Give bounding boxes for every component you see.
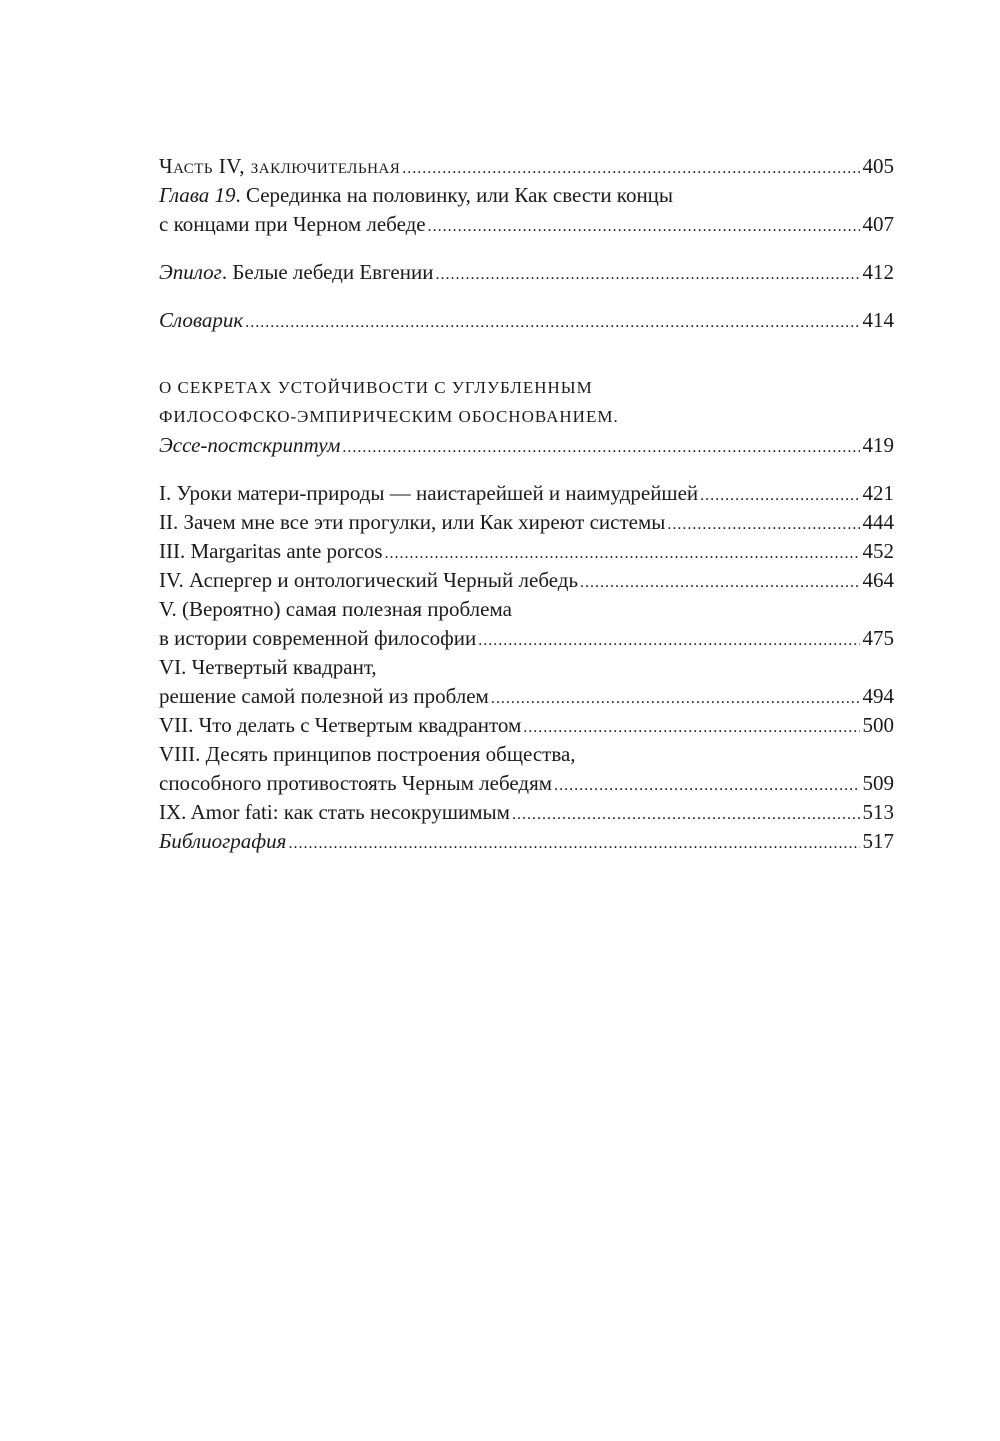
- toc-page-number: 419: [862, 433, 894, 457]
- toc-page-number: 421: [862, 481, 894, 505]
- toc-entry-label: с концами при Черном лебеде: [159, 212, 426, 236]
- toc-entry-label: в истории современной философии: [159, 626, 477, 650]
- chapter-prefix: Глава 19: [159, 183, 236, 207]
- toc-entry-section-9[interactable]: [159, 798, 894, 827]
- leader-dots: [512, 800, 860, 829]
- toc-entry-chapter-19-line1[interactable]: [159, 181, 894, 210]
- toc-entry-label: VII. Что делать с Четвертым квадрантом: [159, 713, 522, 737]
- spacer: [159, 335, 894, 373]
- toc-page-number: 405: [862, 154, 894, 178]
- spacer: [159, 239, 894, 258]
- leader-dots: [402, 154, 859, 183]
- essay-heading-line2: ФИЛОСОФСКО-ЭМПИРИЧЕСКИМ ОБОСНОВАНИЕМ.: [159, 407, 619, 426]
- toc-page-number: 412: [862, 260, 894, 284]
- toc-page-number: 407: [862, 212, 894, 236]
- leader-dots: [478, 626, 859, 655]
- toc-entry-label: II. Зачем мне все эти прогулки, или Как хиреют системы: [159, 510, 666, 534]
- toc-page-number: 517: [862, 829, 894, 853]
- toc-page-number: 414: [862, 308, 894, 332]
- toc-page-number: 513: [862, 800, 894, 824]
- toc-entry-section-8[interactable]: [159, 769, 894, 798]
- toc-entry-label: I. Уроки матери-природы — наистарейшей и наимудрейшей: [159, 481, 699, 505]
- toc-entry-label: III. Margaritas ante porcos: [159, 539, 383, 563]
- table-of-contents: [159, 152, 894, 856]
- leader-dots: [385, 539, 860, 568]
- toc-entry-section-8-line1[interactable]: VIII. Десять принципов построения общества,: [159, 742, 576, 766]
- leader-dots: [428, 212, 860, 241]
- toc-entry-section-2[interactable]: [159, 508, 894, 537]
- leader-dots: [700, 481, 859, 510]
- leader-dots: [580, 568, 859, 597]
- toc-entry-epilogue[interactable]: [159, 258, 894, 287]
- toc-page-number: 494: [862, 684, 894, 708]
- epilogue-prefix: Эпилог: [159, 260, 222, 284]
- leader-dots: [342, 433, 859, 462]
- leader-dots: [667, 510, 859, 539]
- essay-heading-line1: О СЕКРЕТАХ УСТОЙЧИВОСТИ С УГЛУБЛЕННЫМ: [159, 378, 593, 397]
- leader-dots: [288, 829, 859, 858]
- toc-entry-bibliography[interactable]: [159, 827, 894, 856]
- toc-entry-label: Часть IV, заключительная: [159, 154, 401, 178]
- toc-entry-label: IV. Аспергер и онтологический Черный лебедь: [159, 568, 579, 592]
- toc-page-number: 452: [862, 539, 894, 563]
- toc-entry-section-7[interactable]: [159, 711, 894, 740]
- toc-entry-label: способного противостоять Черным лебедям: [159, 771, 553, 795]
- toc-page-number: 475: [862, 626, 894, 650]
- toc-entry-section-5[interactable]: [159, 624, 894, 653]
- toc-entry-part-4[interactable]: [159, 152, 894, 181]
- spacer: [159, 287, 894, 306]
- leader-dots: [491, 684, 860, 713]
- toc-entry-section-4[interactable]: [159, 566, 894, 595]
- toc-entry-section-6[interactable]: [159, 682, 894, 711]
- epilogue-title: . Белые лебеди Евгении: [221, 260, 434, 284]
- toc-page-number: 500: [862, 713, 894, 737]
- toc-entry-essay[interactable]: [159, 431, 894, 460]
- toc-page-number: 509: [862, 771, 894, 795]
- leader-dots: [523, 713, 859, 742]
- toc-entry-section-6-line1[interactable]: VI. Четвертый квадрант,: [159, 655, 377, 679]
- toc-entry-label: [159, 258, 433, 287]
- leader-dots: [435, 260, 859, 289]
- toc-entry-label: решение самой полезной из проблем: [159, 684, 489, 708]
- toc-entry-label: Эссе-постскриптум: [159, 433, 341, 457]
- toc-entry-glossary[interactable]: [159, 306, 894, 335]
- leader-dots: [245, 308, 859, 337]
- toc-entry-section-5-line1[interactable]: V. (Вероятно) самая полезная проблема: [159, 597, 512, 621]
- toc-entry-chapter-19[interactable]: [159, 210, 894, 239]
- leader-dots: [554, 771, 859, 800]
- toc-entry-label: IX. Amor fati: как стать несокрушимым: [159, 800, 510, 824]
- spacer: [159, 460, 894, 479]
- chapter-title: . Серединка на половинку, или Как свести концы: [235, 183, 674, 207]
- toc-entry-section-1[interactable]: [159, 479, 894, 508]
- toc-entry-label: Словарик: [159, 308, 244, 332]
- toc-entry-label: Библиография: [159, 829, 287, 853]
- toc-page-number: 464: [862, 568, 894, 592]
- toc-page-number: 444: [862, 510, 894, 534]
- toc-entry-section-3[interactable]: [159, 537, 894, 566]
